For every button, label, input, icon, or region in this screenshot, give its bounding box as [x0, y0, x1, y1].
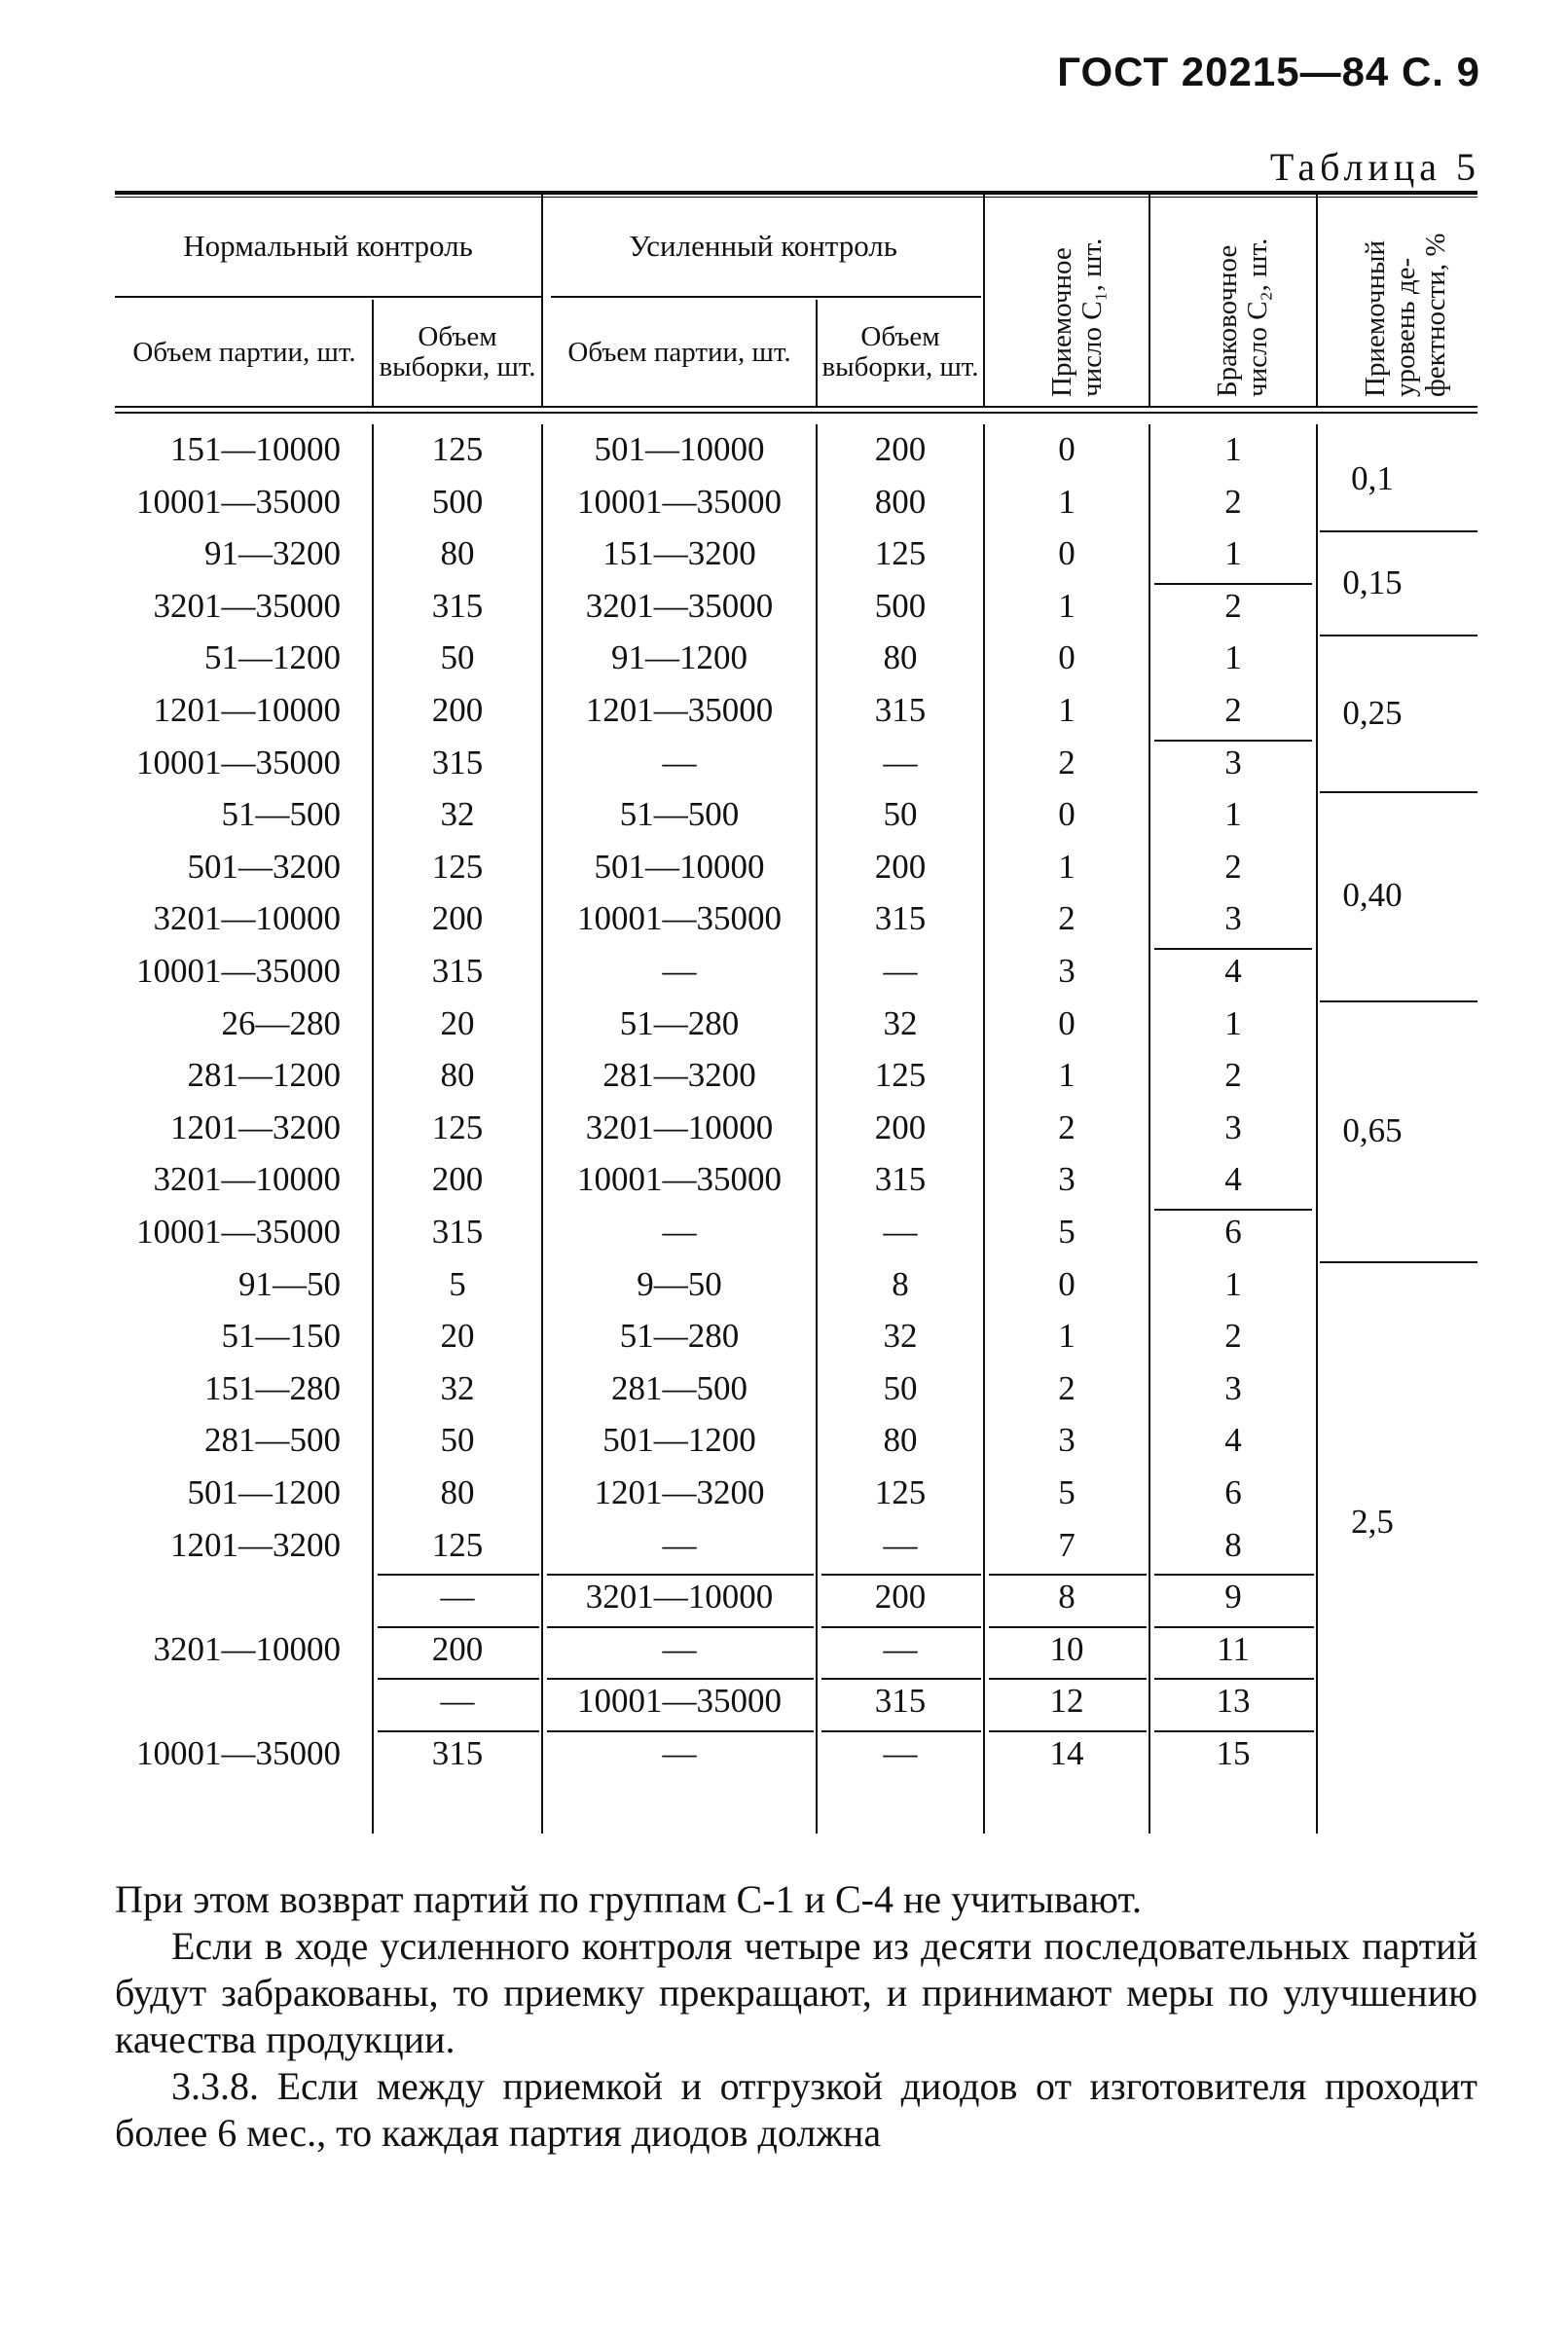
aql-divider-rule	[1320, 1261, 1477, 1263]
table-cell-n-lot: 1201—3200	[170, 1108, 341, 1146]
table-cell-c2: 4	[1224, 1421, 1242, 1460]
table-cell-n-sample: 32	[440, 1368, 475, 1407]
row-divider-rule	[989, 1730, 1147, 1732]
row-divider-rule	[1154, 1574, 1314, 1576]
table-cell-n-sample: 315	[431, 586, 484, 625]
table-cell-n-lot: 3201—10000	[153, 1629, 341, 1668]
col-header-c2-line-2: число C₂, шт.	[1242, 237, 1273, 397]
col-header-normal-lot: Объем партии, шт.	[132, 336, 356, 368]
table-cell-c1: 2	[1058, 1108, 1076, 1146]
table-cell-c2: 13	[1216, 1682, 1251, 1721]
row-divider-rule	[547, 1678, 814, 1680]
table-cell-c1: 0	[1058, 1264, 1076, 1303]
table-cell-n-sample: 32	[440, 795, 475, 834]
row-divider-rule	[547, 1574, 814, 1576]
table-cell-t-sample: 125	[874, 1473, 927, 1511]
table-cell-c2: 3	[1224, 1108, 1242, 1146]
table-cell-n-lot: 26—280	[221, 1003, 341, 1042]
table-cell-t-sample: —	[883, 1213, 918, 1251]
col-divider-5	[1149, 191, 1150, 406]
table-cell-t-sample: —	[883, 1734, 918, 1772]
table-cell-n-lot: 151—10000	[170, 430, 341, 468]
table-cell-c1: 2	[1058, 743, 1076, 781]
table-cell-t-sample: —	[883, 1629, 918, 1668]
table-cell-c2: 1	[1224, 638, 1242, 677]
table-cell-aql: 0,25	[1342, 693, 1403, 732]
table-cell-n-lot: 91—3200	[204, 534, 341, 573]
table-cell-t-lot: —	[662, 1734, 697, 1772]
table-cell-n-lot: 3201—10000	[153, 899, 341, 938]
table-cell-c1: 5	[1058, 1473, 1076, 1511]
table-cell-n-lot: 10001—35000	[136, 1213, 341, 1251]
table-cell-n-lot: 501—1200	[187, 1473, 341, 1511]
table-cell-n-sample: 80	[440, 534, 475, 573]
table-cell-n-lot: 51—150	[221, 1317, 341, 1356]
aql-divider-rule	[1320, 1000, 1477, 1002]
table-cell-c2: 2	[1224, 691, 1242, 729]
table-cell-t-sample: 32	[883, 1317, 918, 1356]
table-cell-n-lot: 1201—3200	[170, 1525, 341, 1564]
table-cell-c2: 9	[1224, 1578, 1242, 1617]
row-divider-rule	[378, 1730, 539, 1732]
table-cell-c1: 14	[1049, 1734, 1084, 1772]
table-cell-c2: 1	[1224, 1264, 1242, 1303]
col-header-c1-line-2: число C₁, шт.	[1076, 237, 1108, 397]
table-cell-t-sample: —	[883, 743, 918, 781]
table-cell-t-sample: 200	[874, 1108, 927, 1146]
table-cell-c2: 4	[1224, 952, 1242, 990]
table-cell-t-lot: 281—3200	[602, 1056, 756, 1095]
table-cell-c1: 5	[1058, 1213, 1076, 1251]
table-cell-c1: 1	[1058, 586, 1076, 625]
table-cell-c1: 0	[1058, 534, 1076, 573]
table-cell-c1: 1	[1058, 691, 1076, 729]
table-cell-n-lot: 91—50	[238, 1264, 341, 1303]
group-header-rule-normal	[115, 296, 543, 298]
table-cell-c2: 8	[1224, 1525, 1242, 1564]
table-cell-n-sample: 125	[431, 847, 484, 886]
table-cell-c1: 2	[1058, 1368, 1076, 1407]
table-cell-c1: 1	[1058, 1056, 1076, 1095]
table-cell-c2: 6	[1224, 1213, 1242, 1251]
table-cell-c1: 3	[1058, 1421, 1076, 1460]
table-cell-c1: 8	[1058, 1578, 1076, 1617]
col-header-tightened-lot: Объем партии, шт.	[567, 336, 791, 368]
table-cell-c2: 2	[1224, 482, 1242, 521]
table-cell-n-lot: 3201—35000	[153, 586, 341, 625]
page-header: ГОСТ 20215—84 С. 9	[1057, 49, 1480, 94]
table-cell-t-sample: 8	[892, 1264, 909, 1303]
table-cell-t-lot: 51—280	[619, 1317, 740, 1356]
table-cell-c1: 0	[1058, 1003, 1076, 1042]
paragraph-2: Если в ходе усиленного контроля четыре из десяти последовательных партий будут забракованы, то приемку прекращают, и принимают меры по улучшению качества продукции.	[115, 1924, 1477, 2061]
row-divider-rule	[989, 1626, 1147, 1628]
table-cell-n-sample: 200	[431, 1160, 484, 1199]
group-header-normal: Нормальный контроль	[183, 228, 473, 263]
table-cell-c1: 1	[1058, 1317, 1076, 1356]
table-cell-n-lot: 501—3200	[187, 847, 341, 886]
table-cell-t-lot: 501—1200	[602, 1421, 756, 1460]
table-cell-n-sample: 125	[431, 1525, 484, 1564]
table-cell-n-lot: 10001—35000	[136, 743, 341, 781]
table-label: Таблица 5	[1269, 145, 1480, 189]
table-cell-n-lot: 10001—35000	[136, 1734, 341, 1772]
paragraph-1: При этом возврат партий по группам С-1 и С-4 не учитывают.	[115, 1877, 1142, 1921]
table-cell-c1: 0	[1058, 795, 1076, 834]
col-header-c2-line-1: Браковочное	[1212, 244, 1243, 397]
table-cell-n-sample: 125	[431, 1108, 484, 1146]
table-top-rule	[115, 191, 1477, 195]
table-cell-aql: 0,15	[1342, 563, 1403, 601]
table-cell-n-lot: 51—1200	[204, 638, 341, 677]
table-cell-c2: 3	[1224, 899, 1242, 938]
table-cell-t-lot: —	[662, 1213, 697, 1251]
table-cell-t-sample: —	[883, 952, 918, 990]
table-cell-n-sample: 315	[431, 1213, 484, 1251]
table-cell-c1: 3	[1058, 1160, 1076, 1199]
table-cell-c2: 6	[1224, 1473, 1242, 1511]
table-cell-t-sample: —	[883, 1525, 918, 1564]
row-divider-rule	[989, 1574, 1147, 1576]
table-cell-n-sample: 315	[431, 743, 484, 781]
table-cell-t-sample: 800	[874, 482, 927, 521]
table-cell-t-lot: 3201—10000	[585, 1578, 774, 1617]
table-cell-c2: 1	[1224, 430, 1242, 468]
table-cell-c1: 3	[1058, 952, 1076, 990]
col-divider-1	[372, 300, 374, 406]
table-cell-t-lot: 9—50	[637, 1264, 722, 1303]
col-header-normal-sample: Объем выборки, шт.	[379, 321, 536, 382]
table-cell-t-sample: 200	[874, 847, 927, 886]
col-header-tightened-sample: Объем выборки, шт.	[821, 321, 979, 382]
table-cell-t-sample: 50	[883, 795, 918, 834]
table-cell-n-sample: 200	[431, 1629, 484, 1668]
c2-divider-rule	[1154, 740, 1312, 742]
col-header-c2	[1213, 238, 1273, 397]
table-cell-c2: 15	[1216, 1734, 1251, 1772]
c2-divider-rule	[1154, 1209, 1312, 1211]
row-divider-rule	[821, 1730, 981, 1732]
table-cell-n-lot: 1201—10000	[153, 691, 341, 729]
table-cell-n-sample: —	[440, 1682, 475, 1721]
group-header-rule-tightened	[551, 296, 981, 298]
row-divider-rule	[989, 1678, 1147, 1680]
row-divider-rule	[821, 1574, 981, 1576]
row-divider-rule	[378, 1626, 539, 1628]
col-header-aql-line-3: фектности, %	[1420, 233, 1451, 397]
row-divider-rule	[821, 1678, 981, 1680]
table-cell-c2: 2	[1224, 1056, 1242, 1095]
table-cell-c2: 1	[1224, 534, 1242, 573]
table-cell-c2: 4	[1224, 1160, 1242, 1199]
table-cell-aql: 0,1	[1351, 458, 1394, 497]
table-cell-c2: 3	[1224, 743, 1242, 781]
table-cell-c2: 1	[1224, 795, 1242, 834]
table-cell-c2: 1	[1224, 1003, 1242, 1042]
table-cell-t-lot: 501—10000	[594, 430, 765, 468]
table-cell-aql: 0,40	[1342, 876, 1403, 915]
table-cell-t-lot: 10001—35000	[577, 1682, 782, 1721]
table-cell-c1: 0	[1058, 638, 1076, 677]
row-divider-rule	[378, 1574, 539, 1576]
table-cell-t-lot: 91—1200	[611, 638, 748, 677]
table-cell-t-lot: 1201—3200	[594, 1473, 765, 1511]
table-cell-c2: 2	[1224, 1317, 1242, 1356]
row-divider-rule	[1154, 1678, 1314, 1680]
table-cell-c2: 3	[1224, 1368, 1242, 1407]
table-cell-n-sample: 315	[431, 1734, 484, 1772]
table-cell-t-lot: 10001—35000	[577, 899, 782, 938]
table-cell-n-sample: 125	[431, 430, 484, 468]
c2-divider-rule	[1154, 583, 1312, 585]
table-cell-t-sample: 125	[874, 534, 927, 573]
table-cell-c1: 12	[1049, 1682, 1084, 1721]
table-cell-n-sample: 315	[431, 952, 484, 990]
table-cell-t-lot: 3201—35000	[585, 586, 774, 625]
row-divider-rule	[547, 1730, 814, 1732]
table-cell-c1: 10	[1049, 1629, 1084, 1668]
col-divider-6	[1316, 191, 1318, 406]
row-divider-rule	[1154, 1626, 1314, 1628]
table-cell-c2: 11	[1217, 1629, 1250, 1668]
table-cell-t-sample: 315	[874, 1160, 927, 1199]
table-cell-t-sample: 200	[874, 1578, 927, 1617]
header-bottom-rule-inner	[115, 412, 1477, 414]
table-cell-t-sample: 50	[883, 1368, 918, 1407]
table-cell-n-sample: 20	[440, 1003, 475, 1042]
table-cell-c1: 2	[1058, 899, 1076, 938]
table-cell-t-sample: 500	[874, 586, 927, 625]
col-divider-4	[983, 191, 985, 406]
aql-divider-rule	[1320, 530, 1477, 532]
table-cell-t-lot: —	[662, 743, 697, 781]
table-cell-n-sample: 500	[431, 482, 484, 521]
table-cell-n-sample: —	[440, 1578, 475, 1617]
col-header-aql	[1361, 233, 1451, 397]
c2-divider-rule	[1154, 948, 1312, 950]
col-header-aql-line-1: Приемочный	[1360, 239, 1391, 397]
row-divider-rule	[1154, 1730, 1314, 1732]
table-cell-c1: 1	[1058, 482, 1076, 521]
table-cell-c1: 1	[1058, 847, 1076, 886]
table-cell-t-lot: 51—500	[619, 795, 740, 834]
table-5	[115, 191, 1477, 1834]
aql-divider-rule	[1320, 791, 1477, 793]
table-cell-t-lot: 10001—35000	[577, 482, 782, 521]
row-divider-rule	[547, 1626, 814, 1628]
table-cell-n-lot: 10001—35000	[136, 482, 341, 521]
col-header-aql-line-2: уровень де-	[1390, 257, 1421, 397]
table-cell-t-sample: 125	[874, 1056, 927, 1095]
table-cell-t-lot: 281—500	[611, 1368, 748, 1407]
paragraph-3: 3.3.8. Если между приемкой и отгрузкой диодов от изготовителя проходит более 6 мес., то каждая партия диодов должна	[115, 2064, 1477, 2155]
header-bottom-rule	[115, 406, 1477, 408]
table-cell-n-lot: 3201—10000	[153, 1160, 341, 1199]
table-cell-aql: 2,5	[1351, 1502, 1394, 1541]
table-cell-t-lot: 1201—35000	[585, 691, 774, 729]
group-header-tightened: Усиленный контроль	[629, 228, 897, 263]
table-cell-t-lot: —	[662, 1629, 697, 1668]
table-cell-t-sample: 200	[874, 430, 927, 468]
table-cell-c2: 2	[1224, 847, 1242, 886]
table-cell-t-lot: —	[662, 952, 697, 990]
table-cell-t-lot: —	[662, 1525, 697, 1564]
table-cell-t-sample: 32	[883, 1003, 918, 1042]
table-cell-c1: 0	[1058, 430, 1076, 468]
table-cell-t-sample: 80	[883, 638, 918, 677]
table-cell-t-lot: 51—280	[619, 1003, 740, 1042]
table-cell-n-lot: 281—1200	[187, 1056, 341, 1095]
table-cell-c1: 7	[1058, 1525, 1076, 1564]
table-cell-t-lot: 10001—35000	[577, 1160, 782, 1199]
table-cell-n-lot: 281—500	[204, 1421, 341, 1460]
table-cell-aql: 0,65	[1342, 1110, 1403, 1149]
col-divider-3	[816, 300, 818, 406]
table-cell-n-sample: 200	[431, 899, 484, 938]
table-cell-c2: 2	[1224, 586, 1242, 625]
table-cell-t-sample: 315	[874, 1682, 927, 1721]
row-divider-rule	[378, 1678, 539, 1680]
table-cell-n-sample: 200	[431, 691, 484, 729]
table-cell-n-lot: 51—500	[221, 795, 341, 834]
table-cell-t-lot: 151—3200	[602, 534, 756, 573]
table-cell-t-sample: 315	[874, 691, 927, 729]
table-cell-n-sample: 80	[440, 1056, 475, 1095]
table-cell-n-lot: 151—280	[204, 1368, 341, 1407]
table-cell-t-lot: 3201—10000	[585, 1108, 774, 1146]
table-cell-t-sample: 315	[874, 899, 927, 938]
col-header-c1-line-1: Приемочное	[1046, 247, 1077, 397]
table-cell-n-sample: 50	[440, 638, 475, 677]
table-cell-n-sample: 5	[449, 1264, 466, 1303]
row-divider-rule	[821, 1626, 981, 1628]
table-cell-n-lot: 10001—35000	[136, 952, 341, 990]
table-cell-n-sample: 20	[440, 1317, 475, 1356]
col-header-c1	[1047, 238, 1108, 397]
aql-divider-rule	[1320, 635, 1477, 636]
table-cell-n-sample: 50	[440, 1421, 475, 1460]
table-cell-n-sample: 80	[440, 1473, 475, 1511]
table-cell-t-sample: 80	[883, 1421, 918, 1460]
table-cell-t-lot: 501—10000	[594, 847, 765, 886]
